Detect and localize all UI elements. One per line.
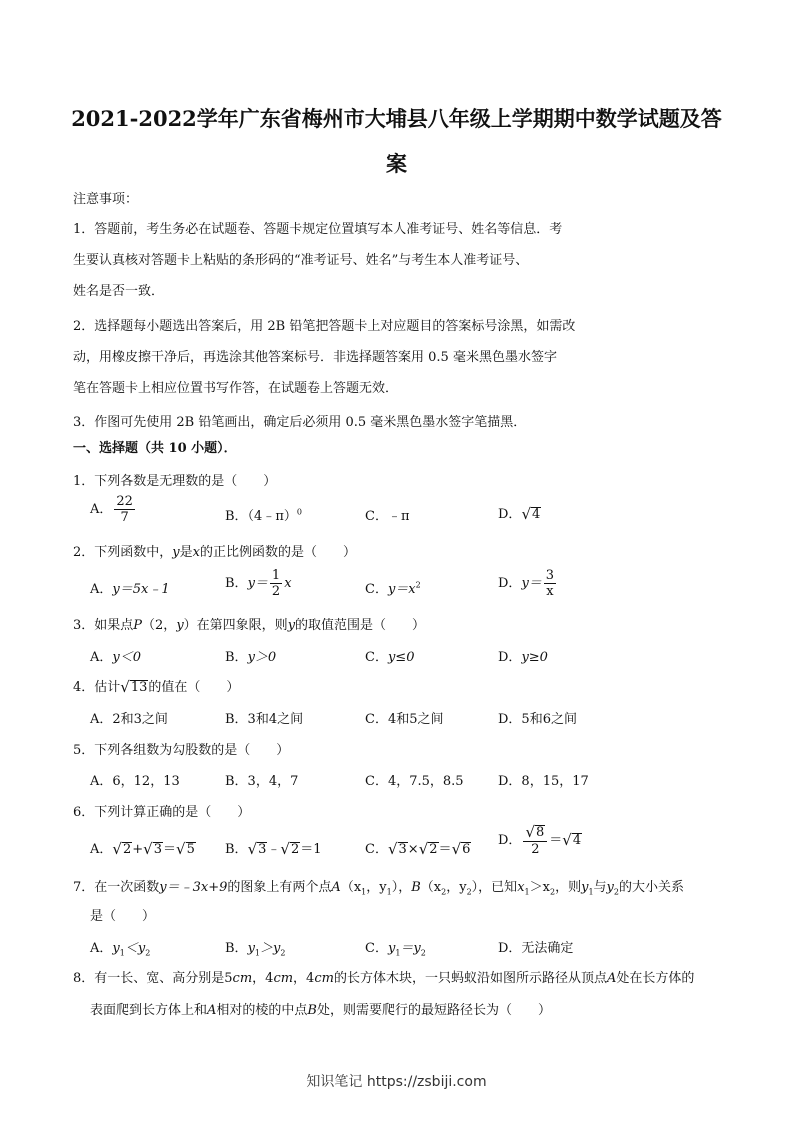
question-1-option-a: A． $\frac{22}{7}$ xyxy=(90,494,133,525)
question-4-option-a: A．2和3之间 xyxy=(90,712,168,727)
question-7-option-a: A．$y_1<y_2$ xyxy=(90,941,151,958)
question-2-option-d: D．y＝ $\frac{3}{x}$ xyxy=(498,568,555,599)
notice-line: 姓名是否一致． xyxy=(73,284,165,299)
question-4-stem: 4．估计 √ 13 的值在（ ） xyxy=(73,677,240,696)
notice-line: 3．作图可先使用 2B 铅笔画出，确定后必须用 0.5 毫米黑色墨水签字笔描黑． xyxy=(73,415,527,430)
question-8-stem-line2: 表面爬到长方体上和A相对的棱的中点B处，则需要爬行的最短路径长为（ ） xyxy=(90,1003,551,1018)
question-1-option-d: D． √ 4 xyxy=(498,504,541,523)
question-2-stem: 2．下列函数中，y是x的正比例函数的是（ ） xyxy=(73,545,357,560)
question-3-stem: 3．如果点P（2，y）在第四象限，则y的取值范围是（ ） xyxy=(73,618,426,633)
question-1-option-b: B．（4﹣π）$^0$ xyxy=(225,507,302,524)
question-2-option-a: A．y＝5x﹣1 xyxy=(90,582,170,597)
question-5-option-a: A．6，12，13 xyxy=(90,774,180,789)
document-title-line1: 2021-2022学年广东省梅州市大埔县八年级上学期期中数学试题及答 xyxy=(71,106,722,131)
question-3-option-b: B．y＞0 xyxy=(225,650,277,665)
question-2-option-c: C．$y=x^2$ xyxy=(365,580,421,597)
section-heading: 一、选择题（共 10 小题）． xyxy=(73,441,237,456)
question-4-option-c: C．4和5之间 xyxy=(365,712,444,727)
notice-heading: 注意事项： xyxy=(73,192,139,207)
question-5-option-b: B．3，4，7 xyxy=(225,774,299,789)
question-6-option-d: D． √ 8 2 ＝ √ 4 xyxy=(498,823,582,858)
footer-watermark: 知识笔记 https://zsbiji.com xyxy=(306,1074,487,1090)
question-7-stem-line2: 是（ ） xyxy=(90,909,156,924)
question-2-option-b: B．y＝ $\frac{1}{2}$ x xyxy=(225,568,292,599)
question-7-stem-line1: 7．在一次函数y＝﹣3x+9的图象上有两个点$A(x_1$，$y_1$），$B(x_2$，$y_2$），已知$x_1>x_2$，则$y_1$与$y_2$的大小关系 xyxy=(73,880,685,897)
question-4-option-d: D．5和6之间 xyxy=(498,712,577,727)
question-7-option-d: D．无法确定 xyxy=(498,941,574,956)
question-8-stem-line1: 8．有一长、宽、高分别是5cm，4cm，4cm的长方体木块，一只蚂蚁沿如图所示路径从顶点A处在长方体的 xyxy=(73,971,695,986)
notice-line: 2．选择题每小题选出答案后，用 2B 铅笔把答题卡上对应题目的答案标号涂黑，如需改 xyxy=(73,319,576,334)
question-7-option-c: C．$y_1=y_2$ xyxy=(365,941,426,958)
question-5-option-d: D．8，15，17 xyxy=(498,774,589,789)
notice-line: 动，用橡皮擦干净后，再选涂其他答案标号．非选择题答案用 0.5 毫米黑色墨水签字 xyxy=(73,350,557,365)
question-1-option-c: C．﹣π xyxy=(365,509,410,524)
question-6-stem: 6．下列计算正确的是（ ） xyxy=(73,805,251,820)
document-title-line2: 案 xyxy=(386,151,407,176)
question-3-option-a: A．y＜0 xyxy=(90,650,142,665)
question-6-option-a: A． √ 2 + √ 3 ＝ √ 5 xyxy=(90,839,195,858)
notice-line: 笔在答题卡上相应位置书写作答，在试题卷上答题无效． xyxy=(73,381,399,396)
question-4-option-b: B．3和4之间 xyxy=(225,712,304,727)
notice-line: 生要认真核对答题卡上粘贴的条形码的“准考证号、姓名”与考生本人准考证号、 xyxy=(73,253,529,268)
notice-line: 1．答题前，考生务必在试题卷、答题卡规定位置填写本人准考证号、姓名等信息．考 xyxy=(73,222,563,237)
question-3-option-d: D．y≥0 xyxy=(498,650,548,665)
question-7-option-b: B．$y_1>y_2$ xyxy=(225,941,286,958)
question-6-option-b: B． √ 3 ﹣ √ 2 ＝1 xyxy=(225,839,322,858)
question-3-option-c: C．y≤0 xyxy=(365,650,415,665)
question-1-stem: 1．下列各数是无理数的是（ ） xyxy=(73,474,277,489)
question-5-option-c: C．4，7.5，8.5 xyxy=(365,774,464,789)
question-6-option-c: C． √ 3 × √ 2 ＝ √ 6 xyxy=(365,839,471,858)
question-5-stem: 5．下列各组数为勾股数的是（ ） xyxy=(73,743,290,758)
